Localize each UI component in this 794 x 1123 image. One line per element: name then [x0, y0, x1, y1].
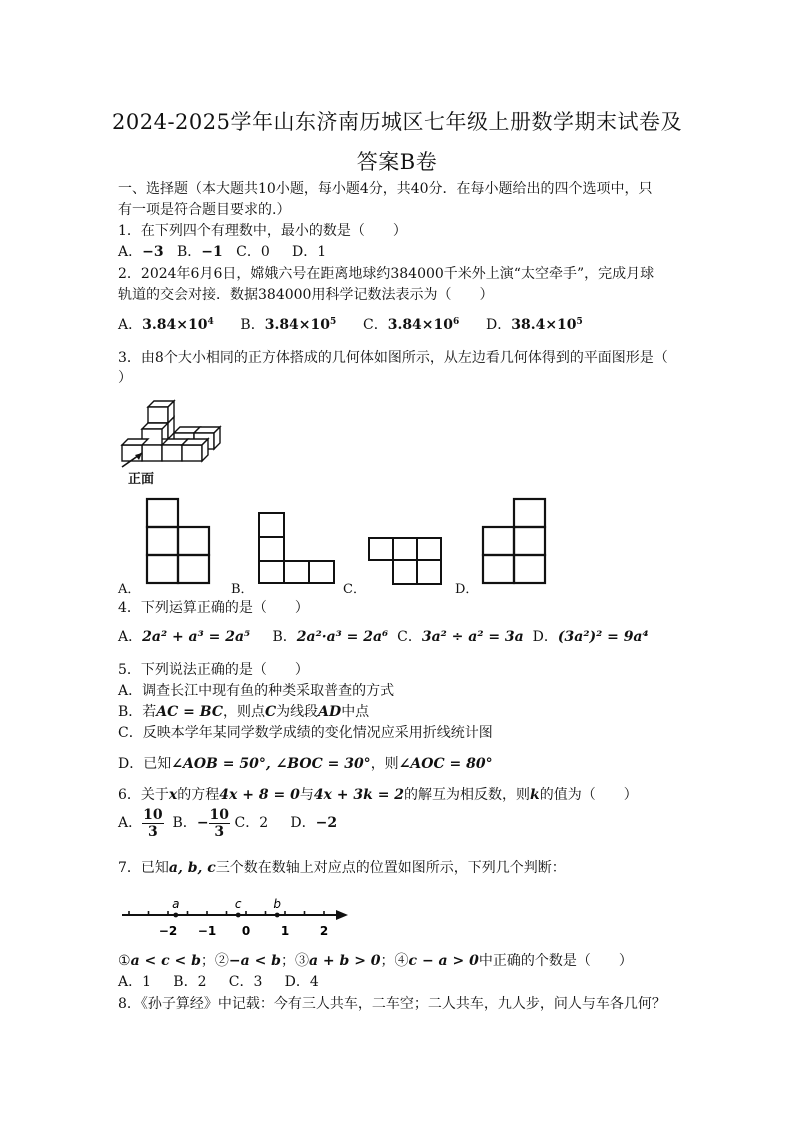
q6-var-x: x	[168, 787, 178, 803]
q5-stem: 5．下列说法正确的是（ ）	[118, 662, 309, 678]
q5-b-math1: AC = BC	[156, 704, 224, 720]
number-line-figure	[118, 896, 358, 942]
q6-text3: 与	[299, 787, 314, 803]
q7-j2-mark: ；②	[200, 953, 229, 969]
q7-judgements	[118, 952, 633, 970]
q7-j4: c − a > 0	[408, 953, 479, 969]
front-view-label: 正面	[128, 472, 155, 487]
q1-option-a-value: −3	[142, 244, 164, 260]
q7-j1-mark: ①	[118, 953, 131, 969]
q6-option-a-fraction	[142, 807, 163, 840]
q7-j4-mark: ；④	[380, 953, 409, 969]
q5-b-math2: C	[265, 704, 277, 720]
q6-options	[118, 805, 337, 841]
q7-j3: a + b > 0	[308, 953, 381, 969]
q1-option-d: D．1	[292, 244, 327, 260]
document-title-line1: 2024-2025学年山东济南历城区七年级上册数学期末试卷及	[112, 110, 682, 134]
q1-stem: 1．在下列四个有理数中，最小的数是（ ）	[118, 223, 407, 239]
q5-option-a: A．调查长江中现有鱼的种类采取普查的方式	[118, 683, 395, 699]
q4-option-a-expr: 2a² + a³ = 2a⁵	[142, 629, 251, 645]
q7-text: 7．已知	[118, 860, 169, 876]
q2-option-a-label: A．	[118, 317, 143, 333]
number-line-point-label: c	[234, 897, 242, 911]
q6-option-c: C．2	[234, 815, 269, 831]
q6-option-b-label: B．	[172, 815, 197, 831]
q6-text: 6．关于	[118, 787, 169, 803]
fraction-numerator: 10	[209, 806, 230, 823]
q3-option-c-figure	[367, 536, 443, 588]
q7-option-b: B．2	[173, 974, 207, 990]
q5-b-text2: ，则点	[223, 704, 266, 720]
number-line-point-a	[173, 913, 178, 918]
q1-option-a-label: A．	[118, 244, 143, 260]
q6-option-d-value: −2	[315, 815, 338, 831]
q5-d-math2: ∠AOC = 80°	[398, 756, 493, 772]
q4-stem: 4．下列运算正确的是（ ）	[118, 600, 309, 616]
q5-d-math1: ∠AOB = 50°, ∠BOC = 30°	[171, 756, 371, 772]
q7-vars: a, b, c	[168, 860, 216, 876]
q3-option-b-figure	[257, 511, 337, 587]
fraction-denominator: 3	[214, 823, 225, 840]
q2-option-c-base: 3.84×10	[387, 317, 454, 333]
fraction-denominator: 3	[147, 823, 158, 840]
section-heading-line2: 有一项是符合题目要求的.）	[118, 202, 291, 218]
q5-b-math3: AD	[318, 704, 342, 720]
q3-option-d-label: D．	[455, 582, 479, 597]
q7-options	[118, 973, 319, 991]
q2-option-c-exp: 6	[453, 317, 460, 327]
q7-stem	[118, 859, 566, 877]
q1-option-b-value: −1	[201, 244, 223, 260]
cube-front	[142, 445, 162, 461]
q2-option-a-base: 3.84×10	[142, 317, 208, 333]
q8-line1: 8．《孙子算经》中记载：今有三人共车，二车空；二人共车，九人步，问人与车各几何？	[118, 996, 666, 1012]
number-line-point-label: a	[172, 897, 180, 911]
q6-text2: 的方程	[177, 787, 220, 803]
number-line-point-label: b	[273, 897, 282, 911]
number-line-tick-label: −1	[197, 924, 217, 938]
q2-option-d-exp: 5	[576, 317, 583, 327]
q4-option-a-label: A．	[118, 629, 143, 645]
number-line-arrow	[336, 910, 348, 920]
q2-option-b-label: B．	[240, 317, 265, 333]
q6-option-d-label: D．	[290, 815, 316, 831]
q7-tail: 中正确的个数是（ ）	[478, 953, 633, 969]
q5-d-text: D．已知	[118, 756, 172, 772]
q4-option-b-label: B．	[272, 629, 297, 645]
q7-option-c: C．3	[228, 974, 263, 990]
q2-option-b-exp: 5	[330, 317, 337, 327]
number-line-point-c	[236, 913, 241, 918]
q2-line2: 轨道的交会对接．数据384000用科学记数法表示为（ ）	[118, 287, 494, 303]
q7-j1: a < c < b	[130, 953, 201, 969]
q6-text5: 的值为（ ）	[539, 787, 638, 803]
cube-front	[148, 407, 168, 423]
number-line-tick-label: 1	[280, 924, 290, 938]
q3-option-d-figure	[481, 497, 549, 587]
q2-option-c-label: C．	[362, 317, 388, 333]
cube-front	[162, 445, 182, 461]
q4-option-b-expr: 2a²·a³ = 2a⁶	[296, 629, 389, 645]
q6-option-b-sign: −	[196, 815, 209, 831]
q5-option-d	[118, 755, 493, 773]
q6-stem	[118, 786, 638, 804]
q4-option-c-expr: 3a² ÷ a² = 3a	[421, 629, 524, 645]
q3-line2: ）	[118, 370, 132, 386]
q2-option-a-exp: 4	[207, 317, 214, 327]
q2-option-b-base: 3.84×10	[264, 317, 331, 333]
q4-option-c-label: C．	[397, 629, 422, 645]
q2-line1: 2．2024年6月6日，嫦娥六号在距离地球约384000千米外上演“太空牵手”，完成月球	[118, 266, 655, 282]
q6-eq1: 4x + 8 = 0	[219, 787, 300, 803]
q7-j3-mark: ；③	[280, 953, 309, 969]
q1-option-b-label: B．	[176, 244, 202, 260]
q5-option-b	[118, 703, 369, 721]
q5-option-c: C．反映本学年某同学数学成绩的变化情况应采用折线统计图	[118, 725, 493, 741]
q2-option-d-base: 38.4×10	[511, 317, 577, 333]
q3-option-a-figure	[145, 497, 213, 587]
q3-option-b-label: B．	[231, 582, 254, 597]
q5-b-text4: 中点	[341, 704, 370, 720]
q6-option-b-fraction	[209, 807, 230, 840]
number-line-tick-label: −2	[158, 924, 178, 938]
q3-option-a-label: A．	[118, 582, 141, 597]
number-line-tick-label: 0	[241, 924, 251, 938]
cube-front	[182, 445, 202, 461]
q6-eq2: 4x + 3k = 2	[313, 787, 405, 803]
q5-b-text3: 为线段	[276, 704, 319, 720]
q1-option-c: C．0	[236, 244, 270, 260]
q7-j2: −a < b	[228, 953, 281, 969]
q7-text2: 三个数在数轴上对应点的位置如图所示，下列几个判断：	[215, 860, 566, 876]
q7-option-d: D．4	[284, 974, 319, 990]
q3-option-c-label: C．	[343, 582, 366, 597]
q5-d-text2: ，则	[370, 756, 399, 772]
q4-option-d-label: D．	[532, 629, 558, 645]
q4-option-d-expr: (3a²)² = 9a⁴	[557, 629, 649, 645]
section-heading-line1: 一、选择题（本大题共10小题，每小题4分，共40分．在每小题给出的四个选项中，只	[118, 181, 653, 197]
number-line-tick-label: 2	[319, 924, 329, 938]
q4-options	[118, 628, 649, 646]
document-title-line2: 答案B卷	[356, 150, 438, 174]
q6-text4: 的解互为相反数，则	[404, 787, 531, 803]
fraction-numerator: 10	[143, 806, 163, 823]
q7-option-a: A．1	[118, 974, 152, 990]
number-line-point-b	[275, 913, 280, 918]
q6-var-k: k	[530, 787, 540, 803]
q2-options	[118, 316, 583, 334]
q5-b-text: B．若	[118, 704, 157, 720]
q1-options	[118, 243, 326, 261]
q6-option-a-label: A．	[118, 815, 143, 831]
q2-option-d-label: D．	[485, 317, 512, 333]
q3-line1: 3．由8个大小相同的正方体搭成的几何体如图所示，从左边看几何体得到的平面图形是（	[118, 350, 668, 366]
